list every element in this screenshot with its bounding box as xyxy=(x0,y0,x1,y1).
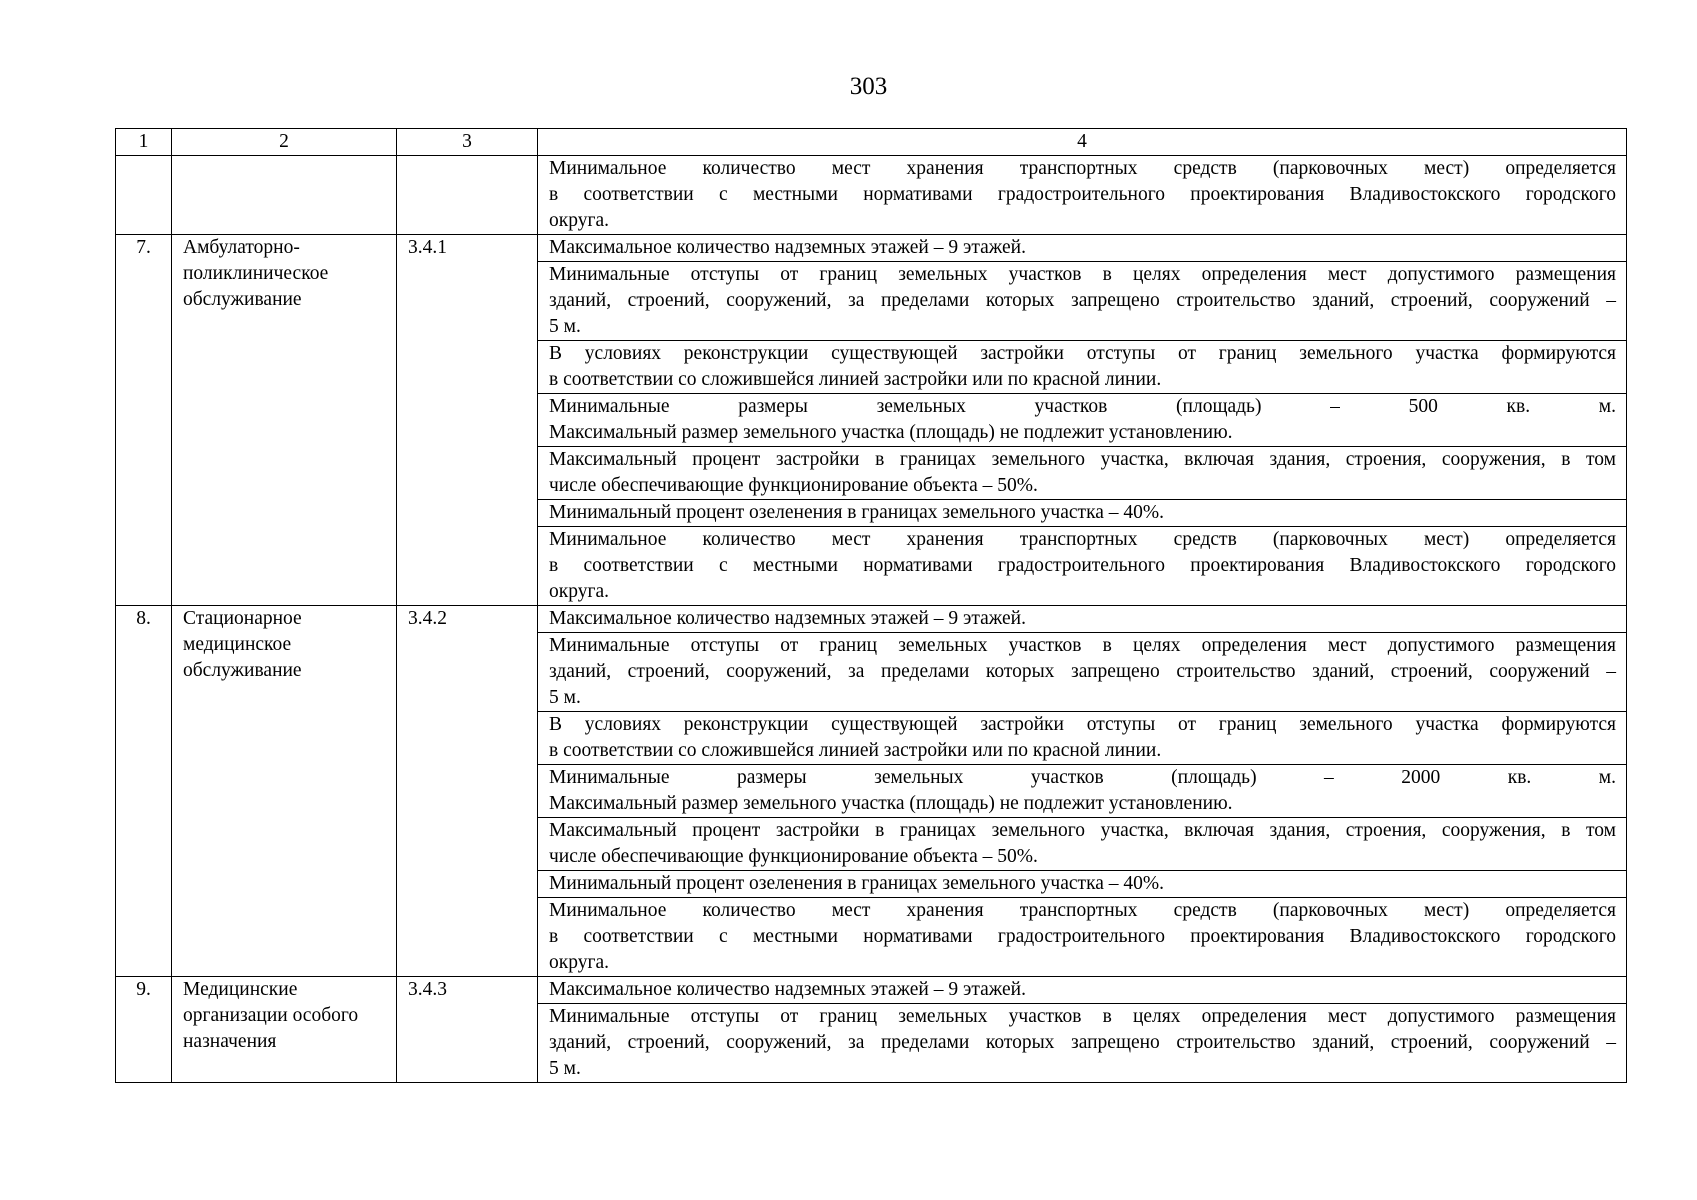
regulations-table xyxy=(115,128,1627,1083)
requirement-line: в соответствии с местными нормативами градостроительного проектирования Владивостокского городского xyxy=(549,184,1616,205)
requirement-cell xyxy=(538,712,1627,765)
requirement-cell xyxy=(538,447,1627,500)
requirement-line: В условиях реконструкции существующей застройки отступы от границ земельного участка формируются xyxy=(549,343,1616,364)
requirement-line: Минимальные отступы от границ земельных участков в целях определения мест допустимого размещения xyxy=(549,1006,1616,1027)
requirement-cell xyxy=(538,500,1627,527)
requirement-line: Минимальные отступы от границ земельных участков в целях определения мест допустимого размещения xyxy=(549,635,1616,656)
table-row-continuation xyxy=(116,156,1627,235)
header-col-3: 3 xyxy=(397,129,538,156)
empty-cell xyxy=(397,156,538,235)
requirement-line: в соответствии со сложившейся линией застройки или по красной линии. xyxy=(549,740,1162,761)
requirement-cell xyxy=(538,527,1627,606)
requirement-cell xyxy=(538,394,1627,447)
requirement-line: Минимальный процент озеленения в границах земельного участка – 40%. xyxy=(549,502,1165,523)
requirement-line: 5 м. xyxy=(549,1058,581,1079)
requirement-line: Минимальные размеры земельных участков (площадь) – 2000 кв. м. xyxy=(549,767,1616,788)
header-col-4: 4 xyxy=(538,129,1627,156)
table-row xyxy=(116,606,1627,633)
use-type-name: Амбулаторно-поликлиническое обслуживание xyxy=(172,235,397,606)
table-row xyxy=(116,235,1627,262)
requirement-line: числе обеспечивающие функционирование объекта – 50%. xyxy=(549,846,1038,867)
empty-cell xyxy=(116,156,172,235)
requirement-line: округа. xyxy=(549,952,609,973)
requirement-cell xyxy=(538,235,1627,262)
requirement-line: Минимальные размеры земельных участков (площадь) – 500 кв. м. xyxy=(549,396,1616,417)
requirement-line: Максимальный процент застройки в границах земельного участка, включая здания, строения, сооружения, в том xyxy=(549,449,1616,470)
use-type-code: 3.4.2 xyxy=(397,606,538,977)
requirement-cell xyxy=(538,977,1627,1004)
requirement-line: 5 м. xyxy=(549,687,581,708)
requirement-line: Минимальные отступы от границ земельных участков в целях определения мест допустимого размещения xyxy=(549,264,1616,285)
requirement-line: зданий, строений, сооружений, за пределами которых запрещено строительство зданий, строений, сооружений – xyxy=(549,1032,1616,1053)
requirement-cell xyxy=(538,262,1627,341)
requirement-line: числе обеспечивающие функционирование объекта – 50%. xyxy=(549,475,1038,496)
header-col-1: 1 xyxy=(116,129,172,156)
requirement-line: Минимальное количество мест хранения транспортных средств (парковочных мест) определяется xyxy=(549,900,1616,921)
requirement-cell xyxy=(538,818,1627,871)
requirement-line: Максимальный процент застройки в границах земельного участка, включая здания, строения, сооружения, в том xyxy=(549,820,1616,841)
table-header-row xyxy=(116,129,1627,156)
row-number: 7. xyxy=(116,235,172,606)
requirement-line: в соответствии с местными нормативами градостроительного проектирования Владивостокского городского xyxy=(549,555,1616,576)
requirement-line: 5 м. xyxy=(549,316,581,337)
requirement-cell xyxy=(538,341,1627,394)
use-type-name: Стационарное медицинское обслуживание xyxy=(172,606,397,977)
requirement-line: округа. xyxy=(549,581,609,602)
requirement-cell xyxy=(538,156,1627,235)
page-number: 303 xyxy=(849,73,888,100)
requirement-cell xyxy=(538,1004,1627,1083)
requirement-line: Максимальный размер земельного участка (площадь) не подлежит установлению. xyxy=(549,422,1233,443)
requirement-line: округа. xyxy=(549,210,609,231)
requirement-cell xyxy=(538,871,1627,898)
requirement-line: в соответствии с местными нормативами градостроительного проектирования Владивостокского городского xyxy=(549,926,1616,947)
requirement-cell xyxy=(538,765,1627,818)
requirement-line: Максимальное количество надземных этажей – 9 этажей. xyxy=(549,979,1026,1000)
requirement-line: зданий, строений, сооружений, за пределами которых запрещено строительство зданий, строений, сооружений – xyxy=(549,290,1616,311)
requirement-line: Минимальное количество мест хранения транспортных средств (парковочных мест) определяется xyxy=(549,158,1616,179)
requirement-line: В условиях реконструкции существующей застройки отступы от границ земельного участка формируются xyxy=(549,714,1616,735)
empty-cell xyxy=(172,156,397,235)
requirement-line: в соответствии со сложившейся линией застройки или по красной линии. xyxy=(549,369,1162,390)
row-number: 9. xyxy=(116,977,172,1083)
use-type-name: Медицинские организации особого назначения xyxy=(172,977,397,1083)
requirement-line: Максимальное количество надземных этажей – 9 этажей. xyxy=(549,608,1026,629)
requirement-cell xyxy=(538,606,1627,633)
requirement-line: Максимальное количество надземных этажей – 9 этажей. xyxy=(549,237,1026,258)
row-number: 8. xyxy=(116,606,172,977)
requirement-line: Минимальное количество мест хранения транспортных средств (парковочных мест) определяется xyxy=(549,529,1616,550)
use-type-code: 3.4.1 xyxy=(397,235,538,606)
requirement-cell xyxy=(538,633,1627,712)
requirement-line: зданий, строений, сооружений, за пределами которых запрещено строительство зданий, строений, сооружений – xyxy=(549,661,1616,682)
requirement-cell xyxy=(538,898,1627,977)
table-row xyxy=(116,977,1627,1004)
header-col-2: 2 xyxy=(172,129,397,156)
requirement-line: Минимальный процент озеленения в границах земельного участка – 40%. xyxy=(549,873,1165,894)
use-type-code: 3.4.3 xyxy=(397,977,538,1083)
requirement-line: Максимальный размер земельного участка (площадь) не подлежит установлению. xyxy=(549,793,1233,814)
